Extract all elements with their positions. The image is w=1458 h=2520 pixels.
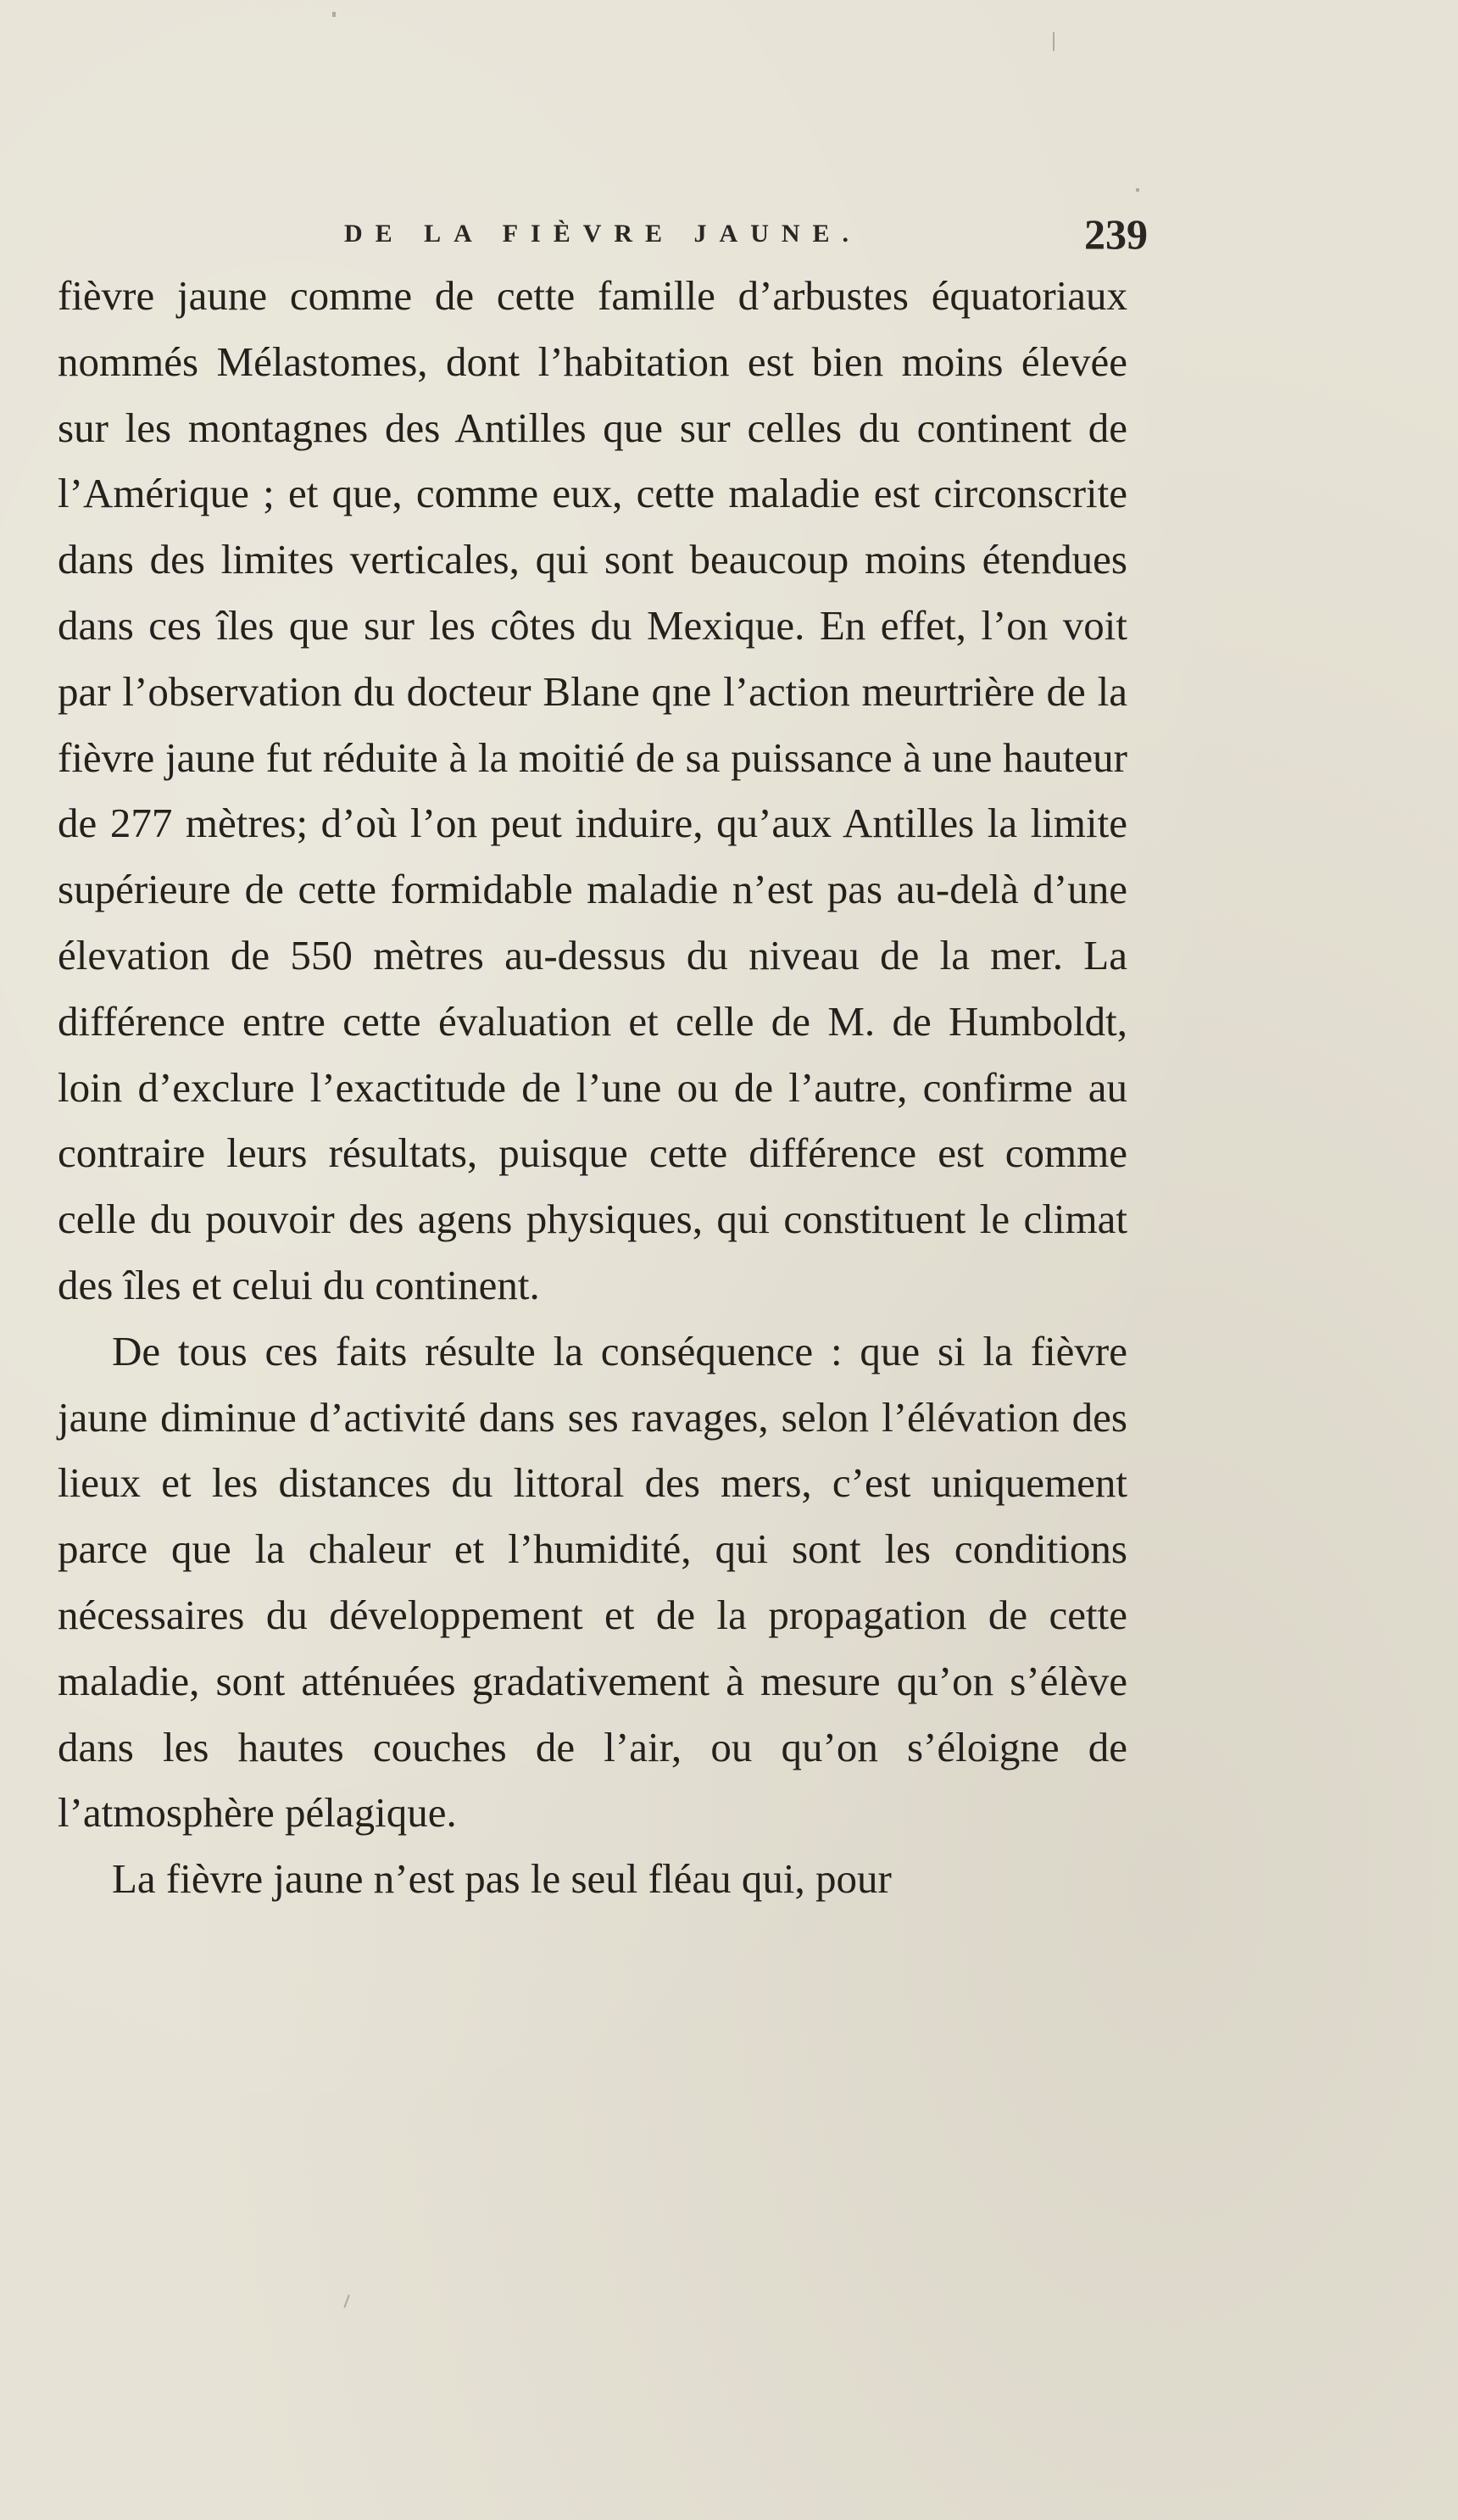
paper-speck <box>343 2294 349 2308</box>
paper-speck <box>1053 32 1055 51</box>
paragraph-1: fièvre jaune comme de cette famille d’arbustes équatoriaux nommés Mélastomes, dont l’habitation est bien moins élevée sur les montagnes des Antilles que sur celles du continent de l’Amérique ; et que, comme eux, cette maladie est circonscrite dans des limites verticales, qui sont beaucoup moins étendues dans ces îles que sur les côtes du Mexique. En effet, l’on voit par l’observation du docteur Blane qne l’action meurtrière de la fièvre jaune fut réduite à la moitié de sa puissance à une hauteur de 277 mètres; d’où l’on peut induire, qu’aux Antilles la limite supérieure de cette formidable maladie n’est pas au-delà d’une élevation de 550 mètres au-dessus du niveau de la mer. La différence entre cette évaluation et celle de M. de Humboldt, loin d’exclure l’exactitude de l’une ou de l’autre, confirme au contraire leurs résultats, puisque cette différence est comme celle du pouvoir des agens physiques, qui constituent le climat des îles et celui du continent. <box>58 272 1127 1308</box>
running-head <box>344 209 1148 259</box>
paragraph-3: La fièvre jaune n’est pas le seul fléau qui, pour <box>112 1855 892 1903</box>
body-text <box>58 263 1127 1912</box>
page-number: 239 <box>1084 210 1148 258</box>
paper-speck <box>332 12 336 17</box>
paper-speck <box>1136 188 1139 192</box>
paragraph-2: De tous ces faits résulte la conséquence : que si la fièvre jaune diminue d’activité dans ses ravages, selon l’élévation des lieux et les distances du littoral des mers, c’est uniquement parce que la chaleur et l’humidité, qui sont les conditions nécessaires du développement et de la propagation de cette maladie, sont atténuées gradativement à mesure qu’on s’élève dans les hautes couches de l’air, ou qu’on s’éloigne de l’atmosphère pélagique. <box>58 1327 1127 1837</box>
running-title: DE LA FIÈVRE JAUNE. <box>344 220 862 248</box>
